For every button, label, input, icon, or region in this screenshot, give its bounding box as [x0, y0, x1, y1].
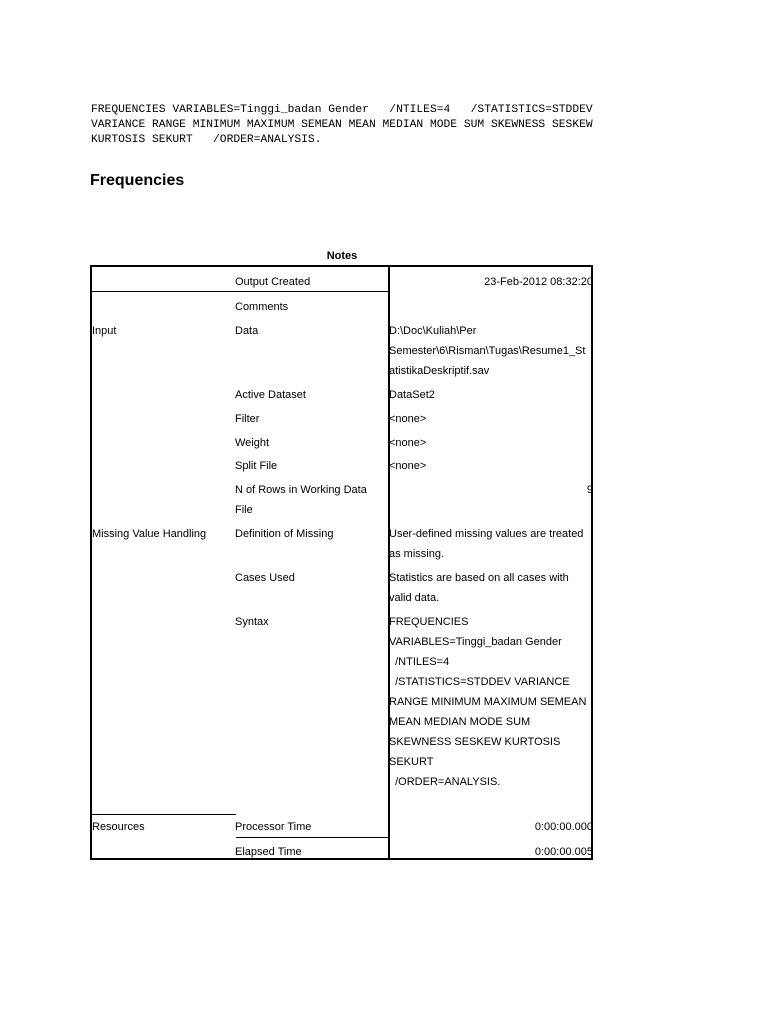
- notes-value: 0:00:00.000: [534, 821, 593, 833]
- notes-label: Weight: [235, 437, 270, 449]
- notes-value: <none>: [389, 460, 427, 472]
- notes-label: N of Rows in Working Data File: [235, 484, 367, 516]
- notes-table: [90, 265, 593, 860]
- notes-label: Syntax: [235, 616, 269, 628]
- notes-value: D:\Doc\Kuliah\Per Semester\6\Risman\Tugas\Resume1_St atistikaDeskriptif.sav: [389, 325, 586, 377]
- notes-value: 23-Feb-2012 08:32:20: [484, 276, 593, 288]
- notes-label: Cases Used: [235, 572, 295, 584]
- notes-label: Filter: [235, 413, 260, 425]
- notes-value: <none>: [389, 437, 427, 449]
- notes-value: 9: [586, 484, 593, 496]
- syntax-line: FREQUENCIES VARIABLES=Tinggi_badan Gender /NTILES=4 /STATISTICS=STDDEV: [91, 104, 593, 116]
- notes-label: Active Dataset: [235, 389, 306, 401]
- row-divider: [236, 837, 389, 838]
- syntax-block: [91, 103, 691, 148]
- notes-value: User-defined missing values are treated as missing.: [389, 528, 584, 560]
- notes-label: Split File: [235, 460, 278, 472]
- row-divider: [92, 814, 236, 815]
- notes-group: Missing Value Handling: [92, 528, 207, 540]
- notes-group: Resources: [92, 821, 145, 833]
- notes-value: DataSet2: [389, 389, 435, 401]
- notes-label: Output Created: [235, 276, 311, 288]
- notes-label: Data: [235, 325, 259, 337]
- notes-value: 0:00:00.005: [534, 846, 593, 858]
- notes-label: Comments: [235, 301, 289, 313]
- notes-label: Processor Time: [235, 821, 312, 833]
- syntax-line: VARIANCE RANGE MINIMUM MAXIMUM SEMEAN MEAN MEDIAN MODE SUM SKEWNESS SESKEW: [91, 119, 593, 131]
- row-divider: [92, 291, 236, 292]
- notes-group: Input: [92, 325, 117, 337]
- section-heading: Frequencies: [90, 172, 185, 189]
- notes-label: Elapsed Time: [235, 846, 302, 858]
- notes-label: Definition of Missing: [235, 528, 334, 540]
- notes-value: FREQUENCIES VARIABLES=Tinggi_badan Gender /NTILES=4 /STATISTICS=STDDEV VARIANCE RANGE MINIMUM MAXIMUM SEMEAN MEAN MEDIAN MODE SUM SKEWNESS SESKEW KURTOSIS SEKURT /ORDER=ANALYSIS.: [389, 616, 587, 788]
- notes-value: <none>: [389, 413, 427, 425]
- notes-table-title: Notes: [326, 250, 358, 262]
- notes-value: Statistics are based on all cases with valid data.: [389, 572, 569, 604]
- syntax-line: KURTOSIS SEKURT /ORDER=ANALYSIS.: [91, 134, 322, 146]
